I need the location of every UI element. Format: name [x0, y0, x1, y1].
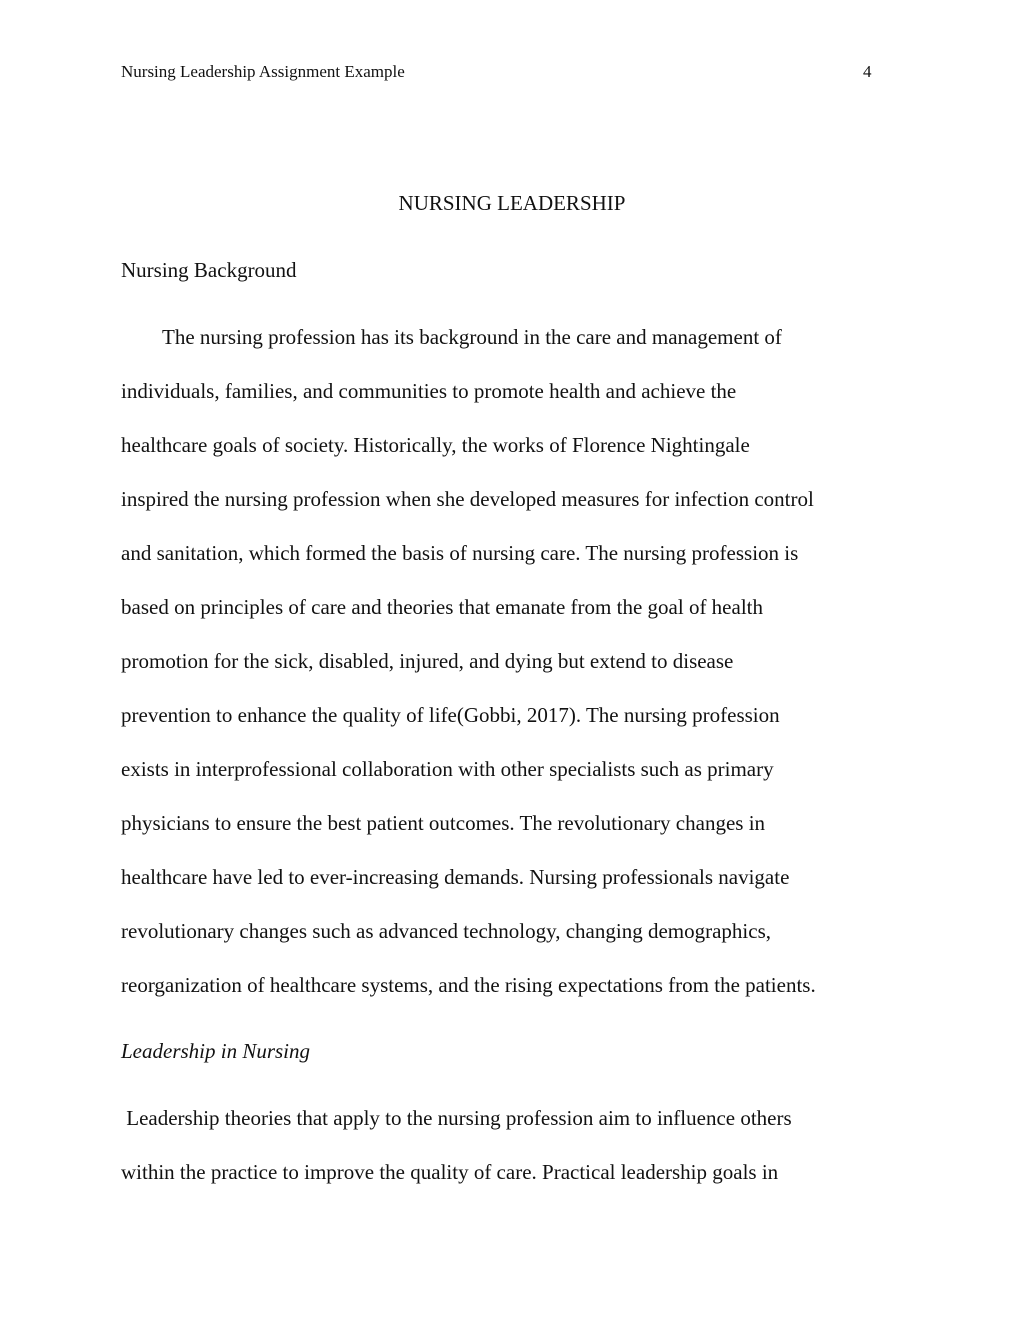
page-number: 4: [863, 62, 872, 81]
paragraph-line: promotion for the sick, disabled, injured, and dying but extend to disease: [121, 649, 734, 673]
paragraph-line: healthcare have led to ever-increasing demands. Nursing professionals navigate: [121, 865, 790, 889]
paragraph-line: revolutionary changes such as advanced technology, changing demographics,: [121, 919, 772, 943]
section-heading-nursing-background: Nursing Background: [121, 258, 297, 282]
paragraph-line: and sanitation, which formed the basis of nursing care. The nursing profession is: [121, 541, 799, 565]
paragraph-line: prevention to enhance the quality of life(Gobbi, 2017). The nursing profession: [121, 703, 780, 727]
paragraph-line: based on principles of care and theories that emanate from the goal of health: [121, 595, 763, 619]
paragraph-line: within the practice to improve the quality of care. Practical leadership goals in: [121, 1160, 779, 1184]
paragraph-line: healthcare goals of society. Historically, the works of Florence Nightingale: [121, 433, 750, 457]
section-heading-leadership-in-nursing: Leadership in Nursing: [121, 1039, 311, 1063]
document-title: NURSING LEADERSHIP: [398, 191, 626, 215]
paragraph-line: reorganization of healthcare systems, and the rising expectations from the patients.: [121, 973, 816, 997]
paragraph-line: inspired the nursing profession when she developed measures for infection control: [121, 487, 814, 511]
running-head: Nursing Leadership Assignment Example: [121, 62, 405, 81]
paragraph-line: individuals, families, and communities to promote health and achieve the: [121, 379, 737, 403]
paragraph-line: Leadership theories that apply to the nursing profession aim to influence others: [121, 1106, 792, 1130]
paragraph-line: exists in interprofessional collaboration with other specialists such as primary: [121, 757, 774, 781]
paragraph-line: physicians to ensure the best patient outcomes. The revolutionary changes in: [121, 811, 766, 835]
paragraph-line: The nursing profession has its background in the care and management of: [162, 325, 782, 349]
